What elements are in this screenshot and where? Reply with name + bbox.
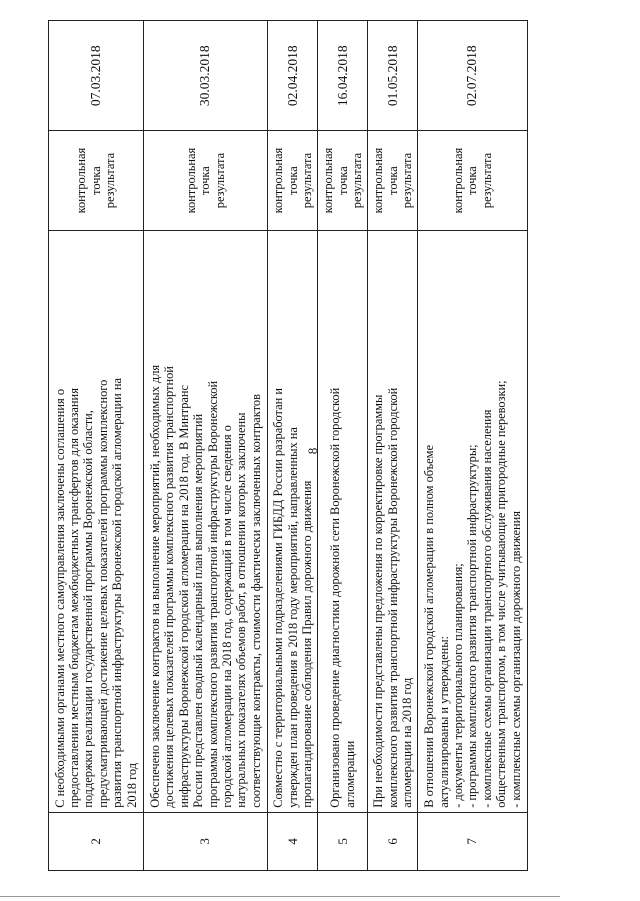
description-line: агломерации на 2018 год [399, 677, 414, 808]
table-row [418, 21, 528, 871]
description-line: Обеспечено заключение контрактов на выполнение мероприятий, необходимых для [147, 364, 162, 808]
event-type-cell [268, 131, 318, 230]
row-number-cell: 2 [49, 812, 144, 870]
row-number-cell: 7 [418, 812, 528, 870]
table-row [49, 21, 144, 871]
description-line: инфраструктуры Воронежской городской агломерации на 2018 год. В Минтранс [176, 384, 191, 808]
event-type-line: результата [212, 152, 227, 209]
description-line: актуализированы и утверждены: [436, 636, 451, 808]
description-cell [418, 230, 528, 812]
page-number: 8 [305, 447, 320, 455]
description-line: - документы территориального планирования; [451, 563, 466, 808]
event-type-line: результата [300, 152, 315, 209]
description-line: - комплексные схемы организации дорожного движения [508, 511, 523, 808]
event-type-line: точка [385, 166, 400, 195]
description-line: натуральных показателях объемов работ, в отношении которых заключены [234, 412, 249, 808]
event-type-line: результата [479, 152, 494, 209]
description-cell [143, 230, 268, 812]
event-type-line: результата [399, 152, 414, 209]
description-line: Организовано проведение диагностики дорожной сети Воронежской городской [328, 387, 343, 808]
description-line: развития транспортной инфраструктуры Воронежской городской агломерации на [110, 377, 125, 808]
event-type-line: точка [88, 166, 103, 195]
deadline-date-cell: 02.07.2018 [418, 21, 528, 131]
table-row [268, 21, 318, 871]
event-type-line: контрольная [183, 147, 198, 214]
event-type-line: контрольная [321, 147, 336, 214]
description-line: пропагандирование соблюдения Правил дорожного движения [300, 480, 315, 808]
row-number-cell: 5 [318, 812, 368, 870]
description-line: России представлен сводный календарный план выполнения мероприятий [191, 413, 206, 808]
description-line: Совместно с территориальными подразделениями ГИБДД России разработан и [271, 388, 286, 808]
event-type-line: точка [465, 166, 480, 195]
description-line: 2018 год [124, 763, 139, 808]
row-number-cell: 6 [368, 812, 418, 870]
deadline-date-cell: 16.04.2018 [318, 21, 368, 131]
description-line: При необходимости представлены предложения по корректировке программы [371, 394, 386, 808]
description-cell [318, 230, 368, 812]
description-line: - комплексные схемы организации транспортного обслуживания населения [479, 409, 494, 808]
event-type-line: контрольная [451, 147, 466, 214]
description-line: С необходимыми органами местного самоуправления заключены соглашения о [52, 388, 67, 808]
event-type-line: точка [285, 166, 300, 195]
event-type-line: точка [335, 166, 350, 195]
description-cell [49, 230, 144, 812]
plan-table-container [48, 20, 528, 871]
event-type-line: контрольная [371, 147, 386, 214]
deadline-date-cell: 02.04.2018 [268, 21, 318, 131]
event-type-cell [49, 131, 144, 230]
event-type-line: результата [103, 152, 118, 209]
description-line: утвержден план проведения в 2018 году мероприятий, направленных на [285, 427, 300, 808]
row-number-cell: 4 [268, 812, 318, 870]
description-line: городской агломерации на 2018 год, содержащий в том числе сведения о [219, 425, 234, 808]
description-line: соответствующие контракты, стоимости фактически заключенных контрактов [248, 394, 263, 808]
deadline-date-cell: 07.03.2018 [49, 21, 144, 131]
description-cell [268, 230, 318, 812]
description-line: предоставлении местным бюджетам межбюджетных трансфертов для оказания [67, 388, 82, 808]
event-type-cell [318, 131, 368, 230]
event-type-line: контрольная [74, 147, 89, 214]
description-line: достижения целевых показателей программы комплексного развития транспортной [162, 366, 177, 808]
event-type-line: точка [198, 166, 213, 195]
event-type-cell [143, 131, 268, 230]
description-line: агломерации [342, 740, 357, 808]
description-line: программы комплексного развития транспортной инфраструктуры Воронежской [205, 380, 220, 808]
table-row [368, 21, 418, 871]
description-line: поддержки реализации государственной программы Воронежской области, [81, 410, 96, 808]
bottom-divider [0, 896, 560, 897]
plan-table [48, 20, 528, 871]
deadline-date-cell: 30.03.2018 [143, 21, 268, 131]
description-line: В отношении Воронежской городской агломерации в полном объеме [422, 444, 437, 808]
description-line: предусматривающей достижение целевых показателей программы комплексного [95, 379, 110, 808]
row-number-cell: 3 [143, 812, 268, 870]
event-type-line: результата [350, 152, 365, 209]
table-row [143, 21, 268, 871]
plan-table-body [49, 21, 528, 871]
table-row [318, 21, 368, 871]
description-line: общественным транспортом, в том числе учитывающие пригородные перевозки; [494, 380, 509, 808]
description-line: комплексного развития транспортной инфраструктуры Воронежской городской [385, 387, 400, 808]
event-type-cell [368, 131, 418, 230]
event-type-cell [418, 131, 528, 230]
description-line: - программы комплексного развития транспортной инфраструктуры; [465, 444, 480, 808]
event-type-line: контрольная [271, 147, 286, 214]
description-cell [368, 230, 418, 812]
deadline-date-cell: 01.05.2018 [368, 21, 418, 131]
